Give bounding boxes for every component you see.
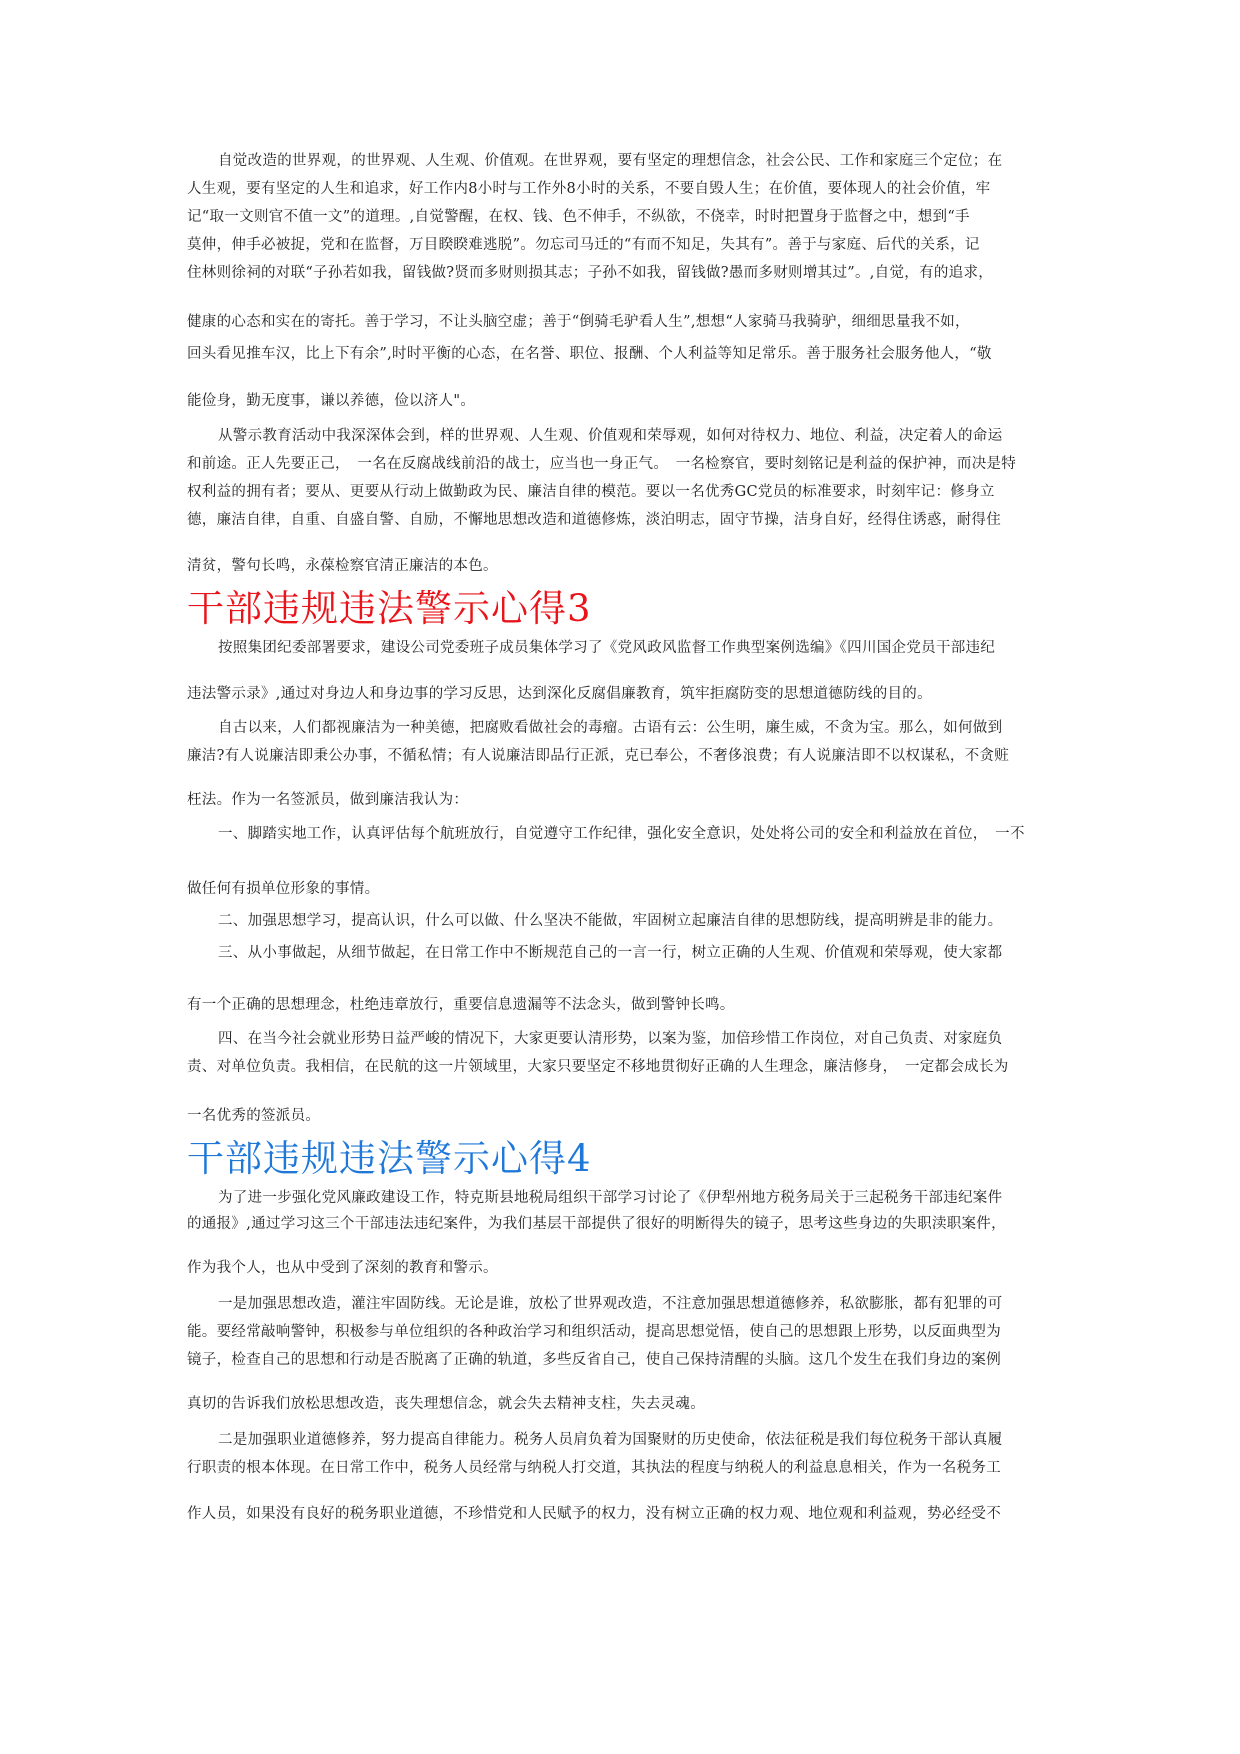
paragraph-s3-6	[187, 1028, 1053, 1127]
text-line: 四、在当今社会就业形势日益严峻的情况下，大家更要认清形势，以案为鉴，加倍珍惜工作岗位，对自己负责、对家庭负	[218, 1031, 1003, 1047]
paragraph-s3-1	[187, 637, 1053, 705]
text-line: 从警示教育活动中我深深体会到，样的世界观、人生观、价值观和荣辱观，如何对待权力、地位、利益，决定着人的命运	[218, 428, 1003, 444]
text-line: 自觉改造的世界观，的世界观、人生观、价值观。在世界观，要有坚定的理想信念，社会公民、工作和家庭三个定位；在	[218, 153, 1003, 169]
paragraph-s3-5	[187, 942, 1053, 1016]
text-line: 做任何有损单位形象的事情。	[187, 881, 380, 897]
text-line: 住林则徐祠的对联“子孙若如我，留钱做?贤而多财则损其志；子孙不如我，留钱做?愚而多财则增其过”。,自觉，有的追求，	[187, 265, 994, 281]
text-line: 行职责的根本体现。在日常工作中，税务人员经常与纳税人打交道，其执法的程度与纳税人的利益息息相关，作为一名税务工	[187, 1460, 1001, 1476]
text-line: 的通报》,通过学习这三个干部违法违纪案件，为我们基层干部提供了很好的明断得失的镜子，思考这些身边的失职渎职案件，	[187, 1216, 1006, 1232]
text-line: 二、加强思想学习，提高认识，什么可以做、什么坚决不能做，牢固树立起廉洁自律的思想防线，提高明辨是非的能力。	[218, 913, 1003, 929]
paragraph-intro-1	[187, 150, 1053, 412]
text-line: 回头看见推车汉，比上下有余”,时时平衡的心态，在名誉、职位、报酬、个人利益等知足常乐。善于服务社会服务他人，“敬	[187, 346, 992, 362]
paragraph-s3-3	[187, 823, 1053, 900]
text-line: 作为我个人，也从中受到了深刻的教育和警示。	[187, 1260, 498, 1276]
text-line: 一是加强思想改造，灌注牢固防线。无论是谁，放松了世界观改造，不注意加强思想道德修养，私欲膨胀，都有犯罪的可	[218, 1296, 1003, 1312]
text-line: 权利益的拥有者；要从、更要从行动上做勤政为民、廉洁自律的模范。要以一名优秀GC党员的标准要求，时刻牢记：修身立	[187, 484, 995, 500]
section-heading-4: 干部违规违法警示心得4	[187, 1137, 592, 1180]
text-line: 德，廉洁自律，自重、自盛自警、自励，不懈地思想改造和道德修炼，淡泊明志，固守节操，洁身自好，经得住诱惑，耐得住	[187, 512, 1001, 528]
paragraph-s4-2	[187, 1293, 1053, 1415]
text-line: 人生观，要有坚定的人生和追求，好工作内8小时与工作外8小时的关系，不要自毁人生；在价值，要体现人的社会价值，牢	[187, 181, 991, 197]
text-line: 健康的心态和实在的寄托。善于学习，不让头脑空虚；善于“倒骑毛驴看人生”,想想“人家骑马我骑驴，细细思量我不如，	[187, 314, 970, 330]
text-line: 按照集团纪委部署要求，建设公司党委班子成员集体学习了《党风政风监督工作典型案例选编》《四川国企党员干部违纪	[218, 640, 996, 656]
paragraph-s4-3	[187, 1429, 1053, 1525]
text-line: 为了进一步强化党风廉政建设工作，特克斯县地税局组织干部学习讨论了《伊犁州地方税务局关于三起税务干部违纪案件	[218, 1190, 1003, 1206]
text-line: 三、从小事做起，从细节做起，在日常工作中不断规范自己的一言一行，树立正确的人生观、价值观和荣辱观，使大家都	[218, 945, 1003, 961]
document-page	[187, 150, 1053, 1525]
paragraph-s3-2	[187, 717, 1053, 811]
text-line: 记“取一文则官不值一文”的道理。,自觉警醒，在权、钱、色不伸手，不纵欲，不侥幸，时时把置身于监督之中，想到“手	[187, 209, 970, 225]
text-line: 廉洁?有人说廉洁即秉公办事，不循私情；有人说廉洁即品行正派，克已奉公，不奢侈浪费；有人说廉洁即不以权谋私，不贪赃	[187, 748, 1010, 764]
text-line: 清贫，警句长鸣，永葆检察官清正廉洁的本色。	[187, 558, 498, 574]
paragraph-s3-4	[187, 910, 1053, 932]
text-line: 一名优秀的签派员。	[187, 1108, 321, 1124]
text-line: 能俭身，勤无度事，谦以养德，俭以济人"。	[187, 393, 476, 409]
text-line: 镜子，检查自己的思想和行动是否脱离了正确的轨道，多些反省自己，使自己保持清醒的头脑。这几个发生在我们身边的案例	[187, 1352, 1001, 1368]
text-line: 违法警示录》,通过对身边人和身边事的学习反思，达到深化反腐倡廉教育，筑牢拒腐防变的思想道德防线的目的。	[187, 686, 932, 702]
text-line: 作人员，如果没有良好的税务职业道德，不珍惜党和人民赋予的权力，没有树立正确的权力观、地位观和利益观，势必经受不	[187, 1506, 1001, 1522]
text-line: 一、脚踏实地工作，认真评估每个航班放行，自觉遵守工作纪律，强化安全意识，处处将公司的安全和利益放在首位， 一不	[218, 826, 1025, 842]
text-line: 二是加强职业道德修养，努力提高自律能力。税务人员肩负着为国聚财的历史使命，依法征税是我们每位税务干部认真履	[218, 1432, 1003, 1448]
text-line: 自古以来，人们都视廉洁为一种美德，把腐败看做社会的毒瘤。古语有云：公生明，廉生威，不贪为宝。那么，如何做到	[218, 720, 1003, 736]
text-line: 真切的告诉我们放松思想改造，丧失理想信念，就会失去精神支柱，失去灵魂。	[187, 1396, 705, 1412]
text-line: 和前途。正人先要正己， 一名在反腐战线前沿的战士，应当也一身正气。 一名检察官，要时刻铭记是利益的保护神，而决是特	[187, 456, 1017, 472]
paragraph-intro-2	[187, 425, 1053, 577]
text-line: 有一个正确的思想理念，杜绝违章放行，重要信息遗漏等不法念头，做到警钟长鸣。	[187, 997, 735, 1013]
text-line: 莫伸，伸手必被捉，党和在监督，万目睽睽难逃脱”。勿忘司马迁的“有而不知足，失其有”。善于与家庭、后代的关系，记	[187, 237, 980, 253]
text-line: 枉法。作为一名签派员，做到廉洁我认为：	[187, 792, 469, 808]
paragraph-s4-1	[187, 1187, 1053, 1279]
section-heading-3: 干部违规违法警示心得3	[187, 587, 592, 630]
text-line: 责、对单位负责。我相信，在民航的这一片领域里，大家只要坚定不移地贯彻好正确的人生理念，廉洁修身， 一定都会成长为	[187, 1059, 1009, 1075]
text-line: 能。要经常敲响警钟，积极参与单位组织的各种政治学习和组织活动，提高思想觉悟，使自己的思想跟上形势，以反面典型为	[187, 1324, 1001, 1340]
